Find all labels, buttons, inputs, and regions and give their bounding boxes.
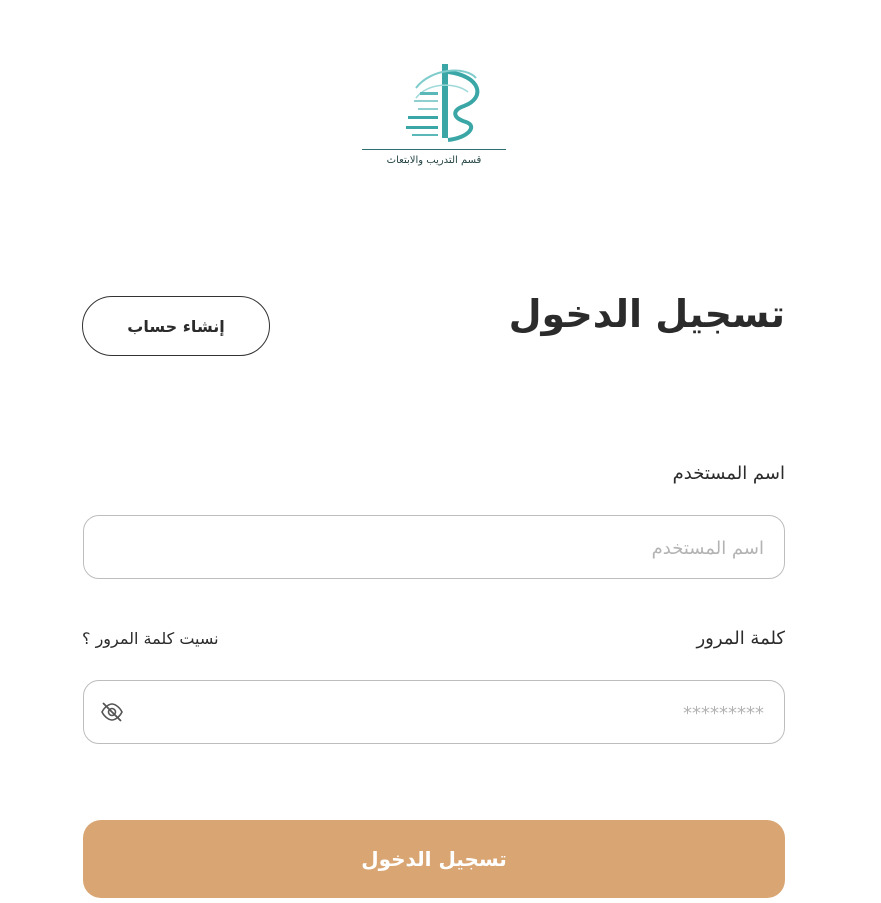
login-submit-button[interactable]: تسجيل الدخول bbox=[83, 820, 785, 898]
eye-off-icon[interactable] bbox=[100, 701, 124, 723]
logo-caption: قسم التدريب والابتعاث bbox=[386, 155, 482, 166]
password-label: كلمة المرور bbox=[696, 628, 785, 649]
create-account-button[interactable]: إنشاء حساب bbox=[82, 296, 270, 356]
username-label: اسم المستخدم bbox=[672, 463, 785, 484]
page-title: تسجيل الدخول bbox=[508, 292, 785, 336]
username-input[interactable] bbox=[162, 516, 766, 580]
password-input[interactable] bbox=[162, 681, 766, 745]
logo-divider bbox=[362, 149, 506, 150]
password-field-wrapper bbox=[83, 680, 785, 744]
forgot-password-link[interactable]: نسيت كلمة المرور ؟ bbox=[82, 629, 219, 648]
username-field-wrapper bbox=[83, 515, 785, 579]
logo-emblem-icon bbox=[356, 58, 512, 170]
institution-logo bbox=[356, 58, 512, 170]
